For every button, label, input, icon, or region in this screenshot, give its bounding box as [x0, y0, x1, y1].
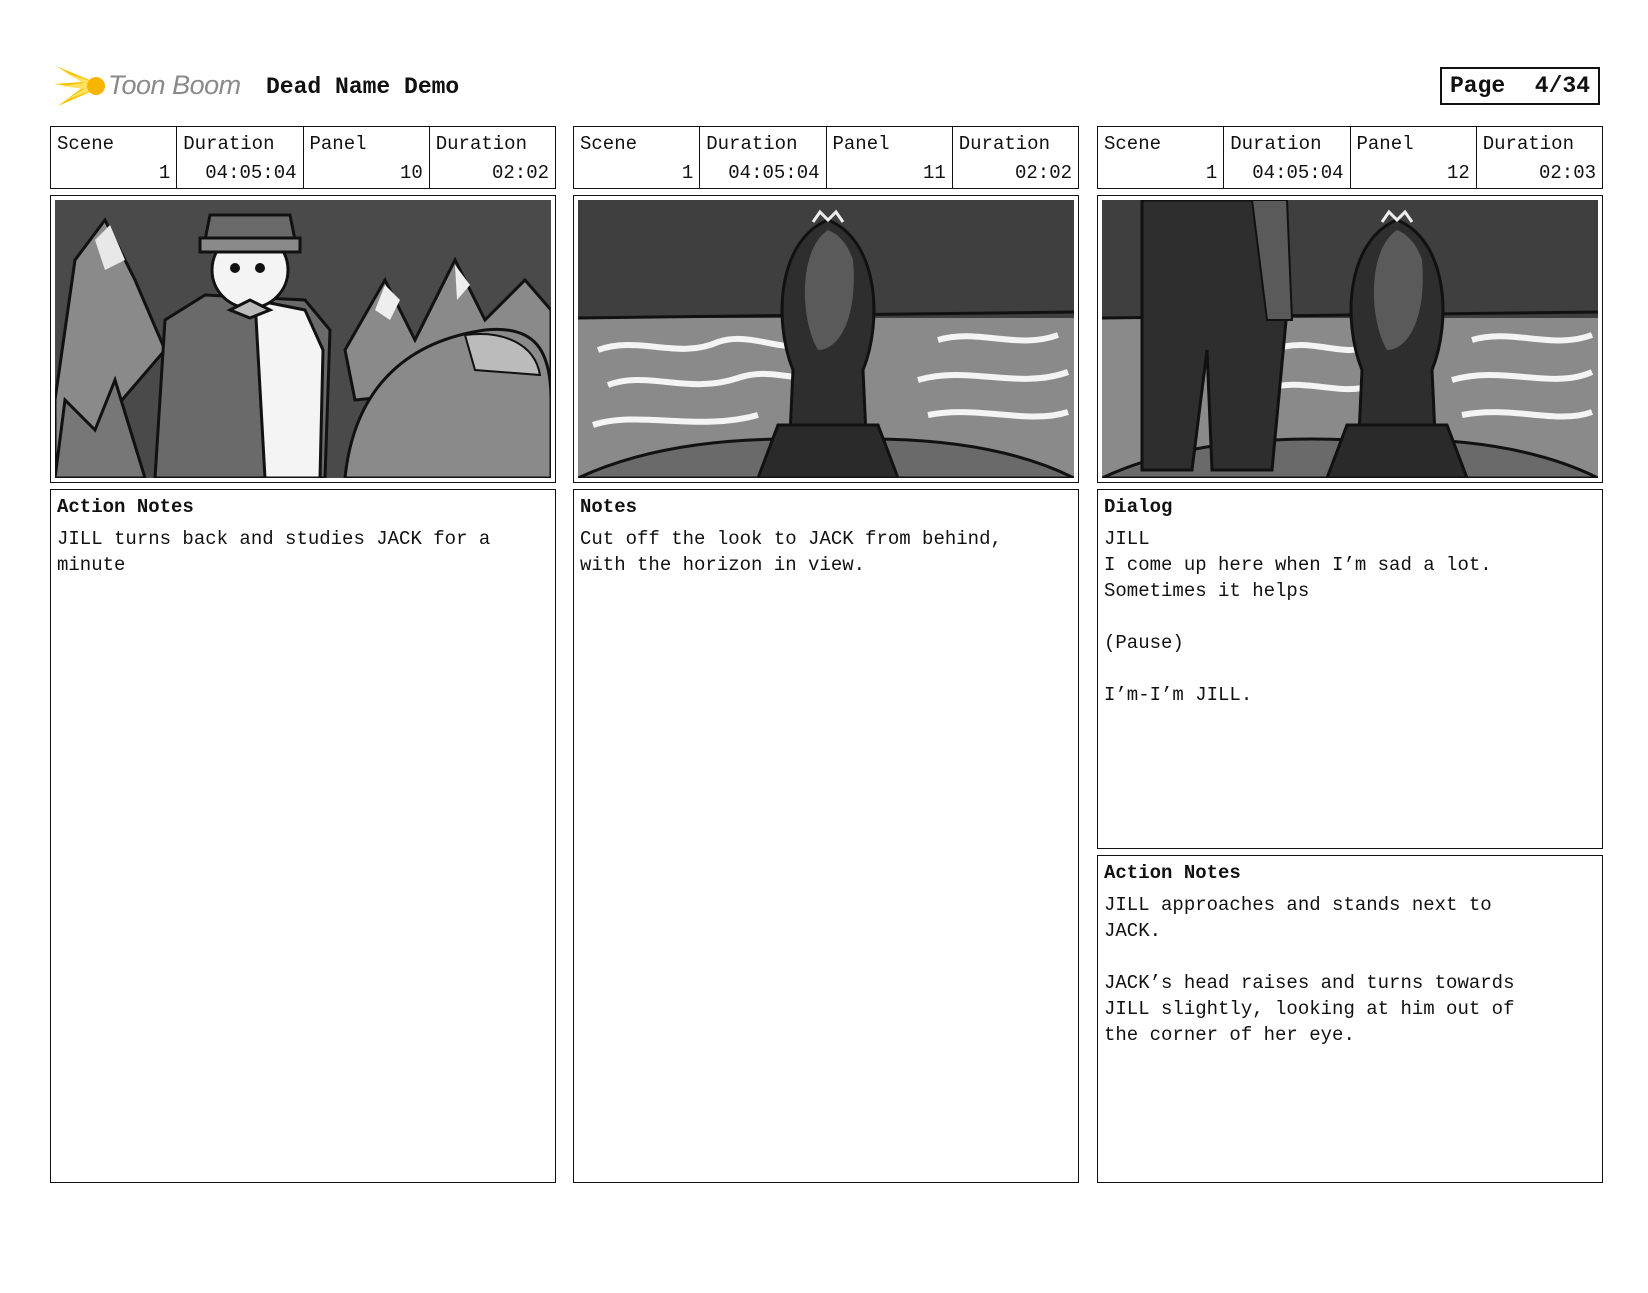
panel-column-1 — [50, 126, 556, 1183]
notes-title: Action Notes — [1104, 862, 1241, 884]
panel-info — [573, 126, 1079, 189]
notes-text: JILL I come up here when I’m sad a lot. Sometimes it helps (Pause) I’m-I’m JILL. — [1104, 528, 1492, 706]
panel-cell — [303, 127, 429, 188]
panel-info — [50, 126, 556, 189]
storyboard-frame — [50, 195, 556, 483]
page-indicator — [1440, 67, 1600, 105]
panel-column-3 — [1097, 126, 1603, 1183]
notes-text: Cut off the look to JACK from behind, with the horizon in view. — [580, 528, 1002, 576]
scene-label: Scene — [1104, 133, 1162, 155]
duration-label: Duration — [1482, 133, 1574, 155]
duration-label: Duration — [183, 133, 275, 155]
notes-box — [50, 489, 556, 1183]
notes-text: JILL approaches and stands next to JACK. JACK’s head raises and turns towards JILL slightly, looking at him out of the corner of her eye. — [1104, 894, 1515, 1046]
panel-number: 12 — [1446, 162, 1470, 184]
panel-label: Panel — [309, 133, 367, 155]
duration-label: Duration — [435, 133, 527, 155]
panel-duration: 02:02 — [1014, 162, 1072, 184]
panel-label: Panel — [832, 133, 890, 155]
notes-title: Action Notes — [57, 496, 194, 518]
storyboard-drawing — [55, 200, 551, 478]
scene-duration: 04:05:04 — [1252, 162, 1344, 184]
scene-duration: 04:05:04 — [205, 162, 297, 184]
storyboard-drawing — [578, 200, 1074, 478]
scene-number: 1 — [681, 162, 694, 184]
panel-cell — [826, 127, 952, 188]
panel-duration-cell — [429, 127, 555, 188]
scene-number: 1 — [1205, 162, 1218, 184]
page-header — [0, 0, 1648, 120]
scene-cell — [574, 127, 699, 188]
dialog-box — [1097, 489, 1603, 849]
brand-name: Toon Boom — [108, 70, 241, 100]
panel-cell — [1350, 127, 1476, 188]
panel-number: 11 — [922, 162, 946, 184]
notes-title: Notes — [580, 496, 638, 518]
scene-label: Scene — [580, 133, 638, 155]
scene-duration-cell — [176, 127, 302, 188]
panel-info — [1097, 126, 1603, 189]
notes-title: Dialog — [1104, 496, 1173, 518]
page-number: 4/34 — [1534, 73, 1590, 99]
panel-number: 10 — [399, 162, 423, 184]
panel-column-2 — [573, 126, 1079, 1183]
storyboard-frame — [1097, 195, 1603, 483]
panel-label: Panel — [1356, 133, 1414, 155]
notes-box — [573, 489, 1079, 1183]
scene-duration-cell — [699, 127, 825, 188]
scene-label: Scene — [57, 133, 115, 155]
scene-cell — [51, 127, 176, 188]
storyboard-frame — [573, 195, 1079, 483]
document-title: Dead Name Demo — [266, 74, 460, 100]
toon-boom-logo-icon — [52, 58, 110, 114]
notes-text: JILL turns back and studies JACK for a minute — [57, 528, 491, 576]
panel-duration: 02:02 — [491, 162, 549, 184]
panel-duration-cell — [952, 127, 1078, 188]
duration-label: Duration — [1230, 133, 1322, 155]
duration-label: Duration — [958, 133, 1050, 155]
page-label: Page — [1450, 73, 1506, 99]
scene-number: 1 — [158, 162, 171, 184]
duration-label: Duration — [706, 133, 798, 155]
panel-duration-cell — [1476, 127, 1602, 188]
storyboard-drawing — [1102, 200, 1598, 478]
scene-duration: 04:05:04 — [728, 162, 820, 184]
scene-duration-cell — [1223, 127, 1349, 188]
panel-duration: 02:03 — [1538, 162, 1596, 184]
scene-cell — [1098, 127, 1223, 188]
notes-box — [1097, 855, 1603, 1183]
